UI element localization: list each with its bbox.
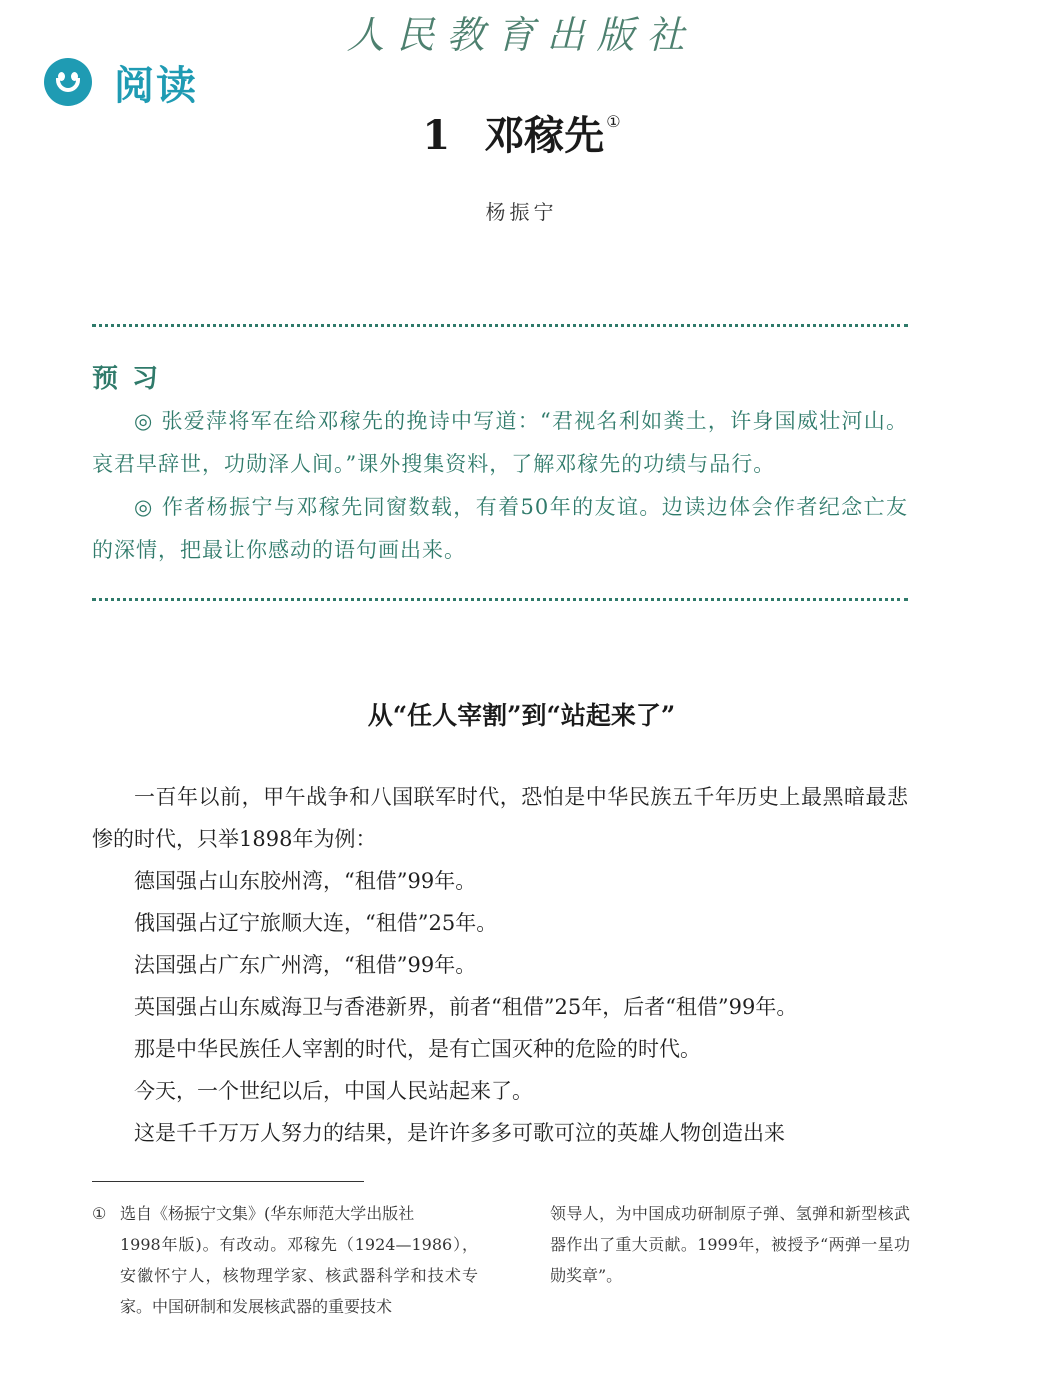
- paragraph: 德国强占山东胶州湾，“租借”99年。: [134, 869, 477, 893]
- smiley-icon: [44, 58, 92, 106]
- footnote-ref[interactable]: ①: [606, 112, 621, 131]
- preview-item: ◎ 作者杨振宁与邓稼先同窗数载，有着50年的友谊。边读边体会作者纪念亡友的深情，把最让你感动的语句画出来。: [92, 495, 908, 562]
- lesson-title: [0, 104, 1043, 161]
- body-text: [92, 776, 908, 1154]
- section-label: 阅读: [114, 62, 198, 109]
- author: 杨振宁: [485, 200, 558, 224]
- preview-box: [92, 400, 908, 572]
- footnote-divider: [92, 1181, 364, 1182]
- paragraph: 法国强占广东广州湾，“租借”99年。: [134, 953, 477, 977]
- footnote-text-first: 选自《杨振宁文集》(华东师范大学出版社: [120, 1204, 415, 1223]
- preview-heading: 预习: [92, 364, 173, 394]
- publisher-header: 人民教育出版社: [346, 13, 697, 57]
- lesson-title-text: 邓稼先: [484, 112, 605, 159]
- lesson-number: 1: [422, 112, 451, 159]
- footnote-right-column: 领导人，为中国成功研制原子弹、氢弹和新型核武器作出了重大贡献。1999年，被授予“两弹一星功勋奖章”。: [550, 1204, 910, 1285]
- preview-bottom-divider: [92, 598, 908, 601]
- preview-item: ◎ 张爱萍将军在给邓稼先的挽诗中写道：“君视名利如粪土，许身国威壮河山。哀君早辞世，功勋泽人间。”课外搜集资料，了解邓稼先的功绩与品行。: [92, 409, 908, 476]
- paragraph: 今天，一个世纪以后，中国人民站起来了。: [134, 1079, 533, 1103]
- section-subheading: 从“任人宰割”到“站起来了”: [367, 701, 676, 730]
- paragraph: 一百年以前，甲午战争和八国联军时代，恐怕是中华民族五千年历史上最黑暗最悲惨的时代，只举1898年为例：: [92, 785, 908, 851]
- section-badge: [44, 56, 198, 108]
- paragraph: 俄国强占辽宁旅顺大连，“租借”25年。: [134, 911, 498, 935]
- footnote-left-column: [92, 1198, 478, 1322]
- paragraph: 英国强占山东威海卫与香港新界，前者“租借”25年，后者“租借”99年。: [134, 995, 798, 1019]
- paragraph: 那是中华民族任人宰割的时代，是有亡国灭种的危险的时代。: [134, 1037, 701, 1061]
- paragraph: 这是千千万万人努力的结果，是许许多多可歌可泣的英雄人物创造出来: [134, 1121, 785, 1145]
- footnote-text-rest: 1998年版)。有改动。邓稼先（1924—1986），安徽怀宁人，核物理学家、核武器科学和技术专家。中国研制和发展核武器的重要技术: [120, 1235, 478, 1316]
- footnote-mark: ①: [92, 1204, 107, 1223]
- preview-top-divider: [92, 324, 908, 327]
